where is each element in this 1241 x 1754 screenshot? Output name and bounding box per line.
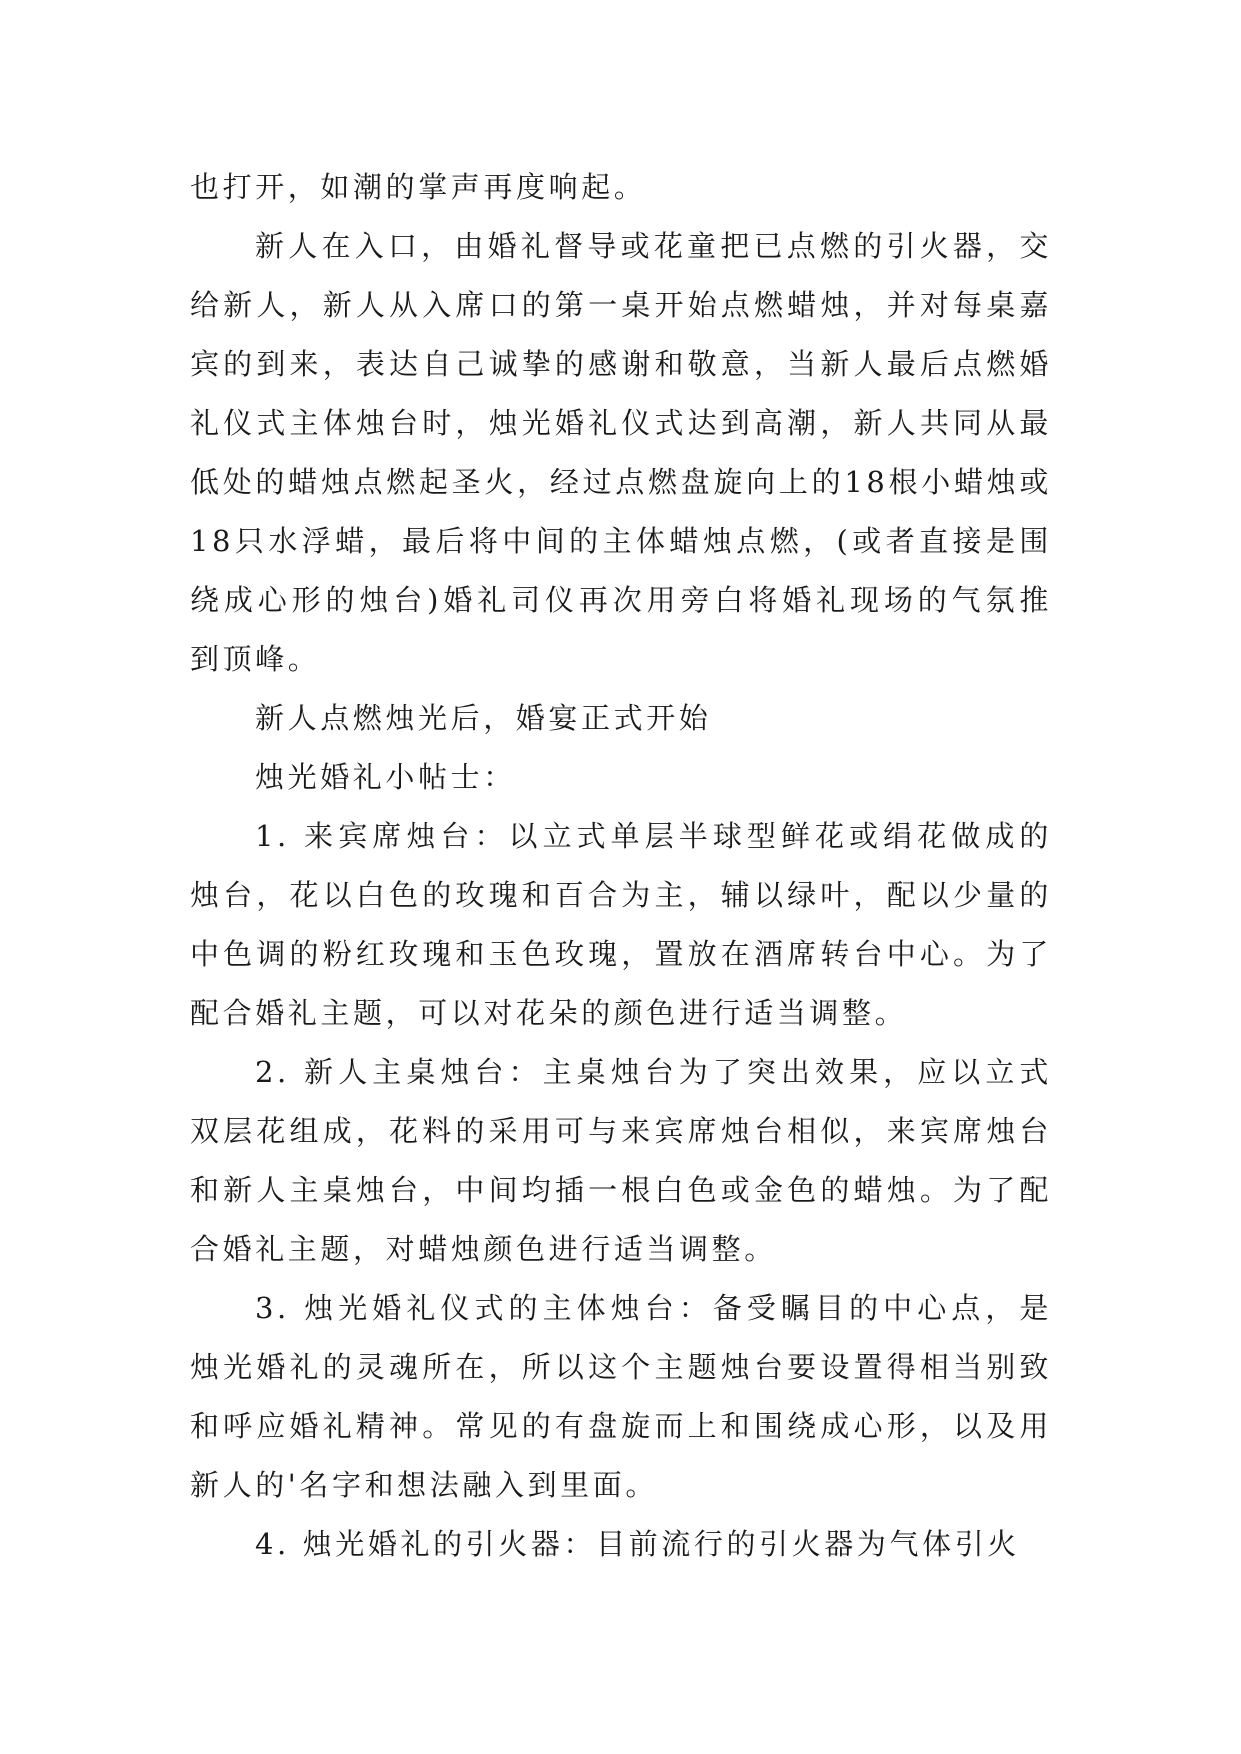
paragraph-tip-3: 3. 烛光婚礼仪式的主体烛台：备受瞩目的中心点，是烛光婚礼的灵魂所在，所以这个主题烛台要设置得相当别致和呼应婚礼精神。常见的有盘旋而上和围绕成心形，以及用新人的'名字和想法融入到里面。 (190, 1291, 1052, 1502)
paragraph-banquet-start: 新人点燃烛光后，婚宴正式开始 (255, 701, 712, 735)
document-body (190, 158, 1052, 1574)
paragraph-continuation: 也打开，如潮的掌声再度响起。 (190, 170, 647, 204)
paragraph-tips-heading: 烛光婚礼小帖士： (255, 760, 516, 794)
paragraph-lighting-ceremony: 新人在入口，由婚礼督导或花童把已点燃的引火器，交给新人，新人从入席口的第一桌开始点燃蜡烛，并对每桌嘉宾的到来，表达自己诚挚的感谢和敬意，当新人最后点燃婚礼仪式主体烛台时，烛光婚礼仪式达到高潮，新人共同从最低处的蜡烛点燃起圣火，经过点燃盘旋向上的18根小蜡烛或18只水浮蜡，最后将中间的主体蜡烛点燃，(或者直接是围绕成心形的烛台)婚礼司仪再次用旁白将婚礼现场的气氛推到顶峰。 (190, 229, 1052, 676)
paragraph-tip-2: 2. 新人主桌烛台：主桌烛台为了突出效果，应以立式双层花组成，花料的采用可与来宾席烛台相似，来宾席烛台和新人主桌烛台，中间均插一根白色或金色的蜡烛。为了配合婚礼主题，对蜡烛颜色进行适当调整。 (190, 1055, 1052, 1266)
paragraph-tip-4: 4. 烛光婚礼的引火器：目前流行的引火器为气体引火 (255, 1527, 1020, 1561)
paragraph-tip-1: 1. 来宾席烛台：以立式单层半球型鲜花或绢花做成的烛台，花以白色的玫瑰和百合为主，辅以绿叶，配以少量的中色调的粉红玫瑰和玉色玫瑰，置放在酒席转台中心。为了配合婚礼主题，可以对花朵的颜色进行适当调整。 (190, 819, 1052, 1030)
